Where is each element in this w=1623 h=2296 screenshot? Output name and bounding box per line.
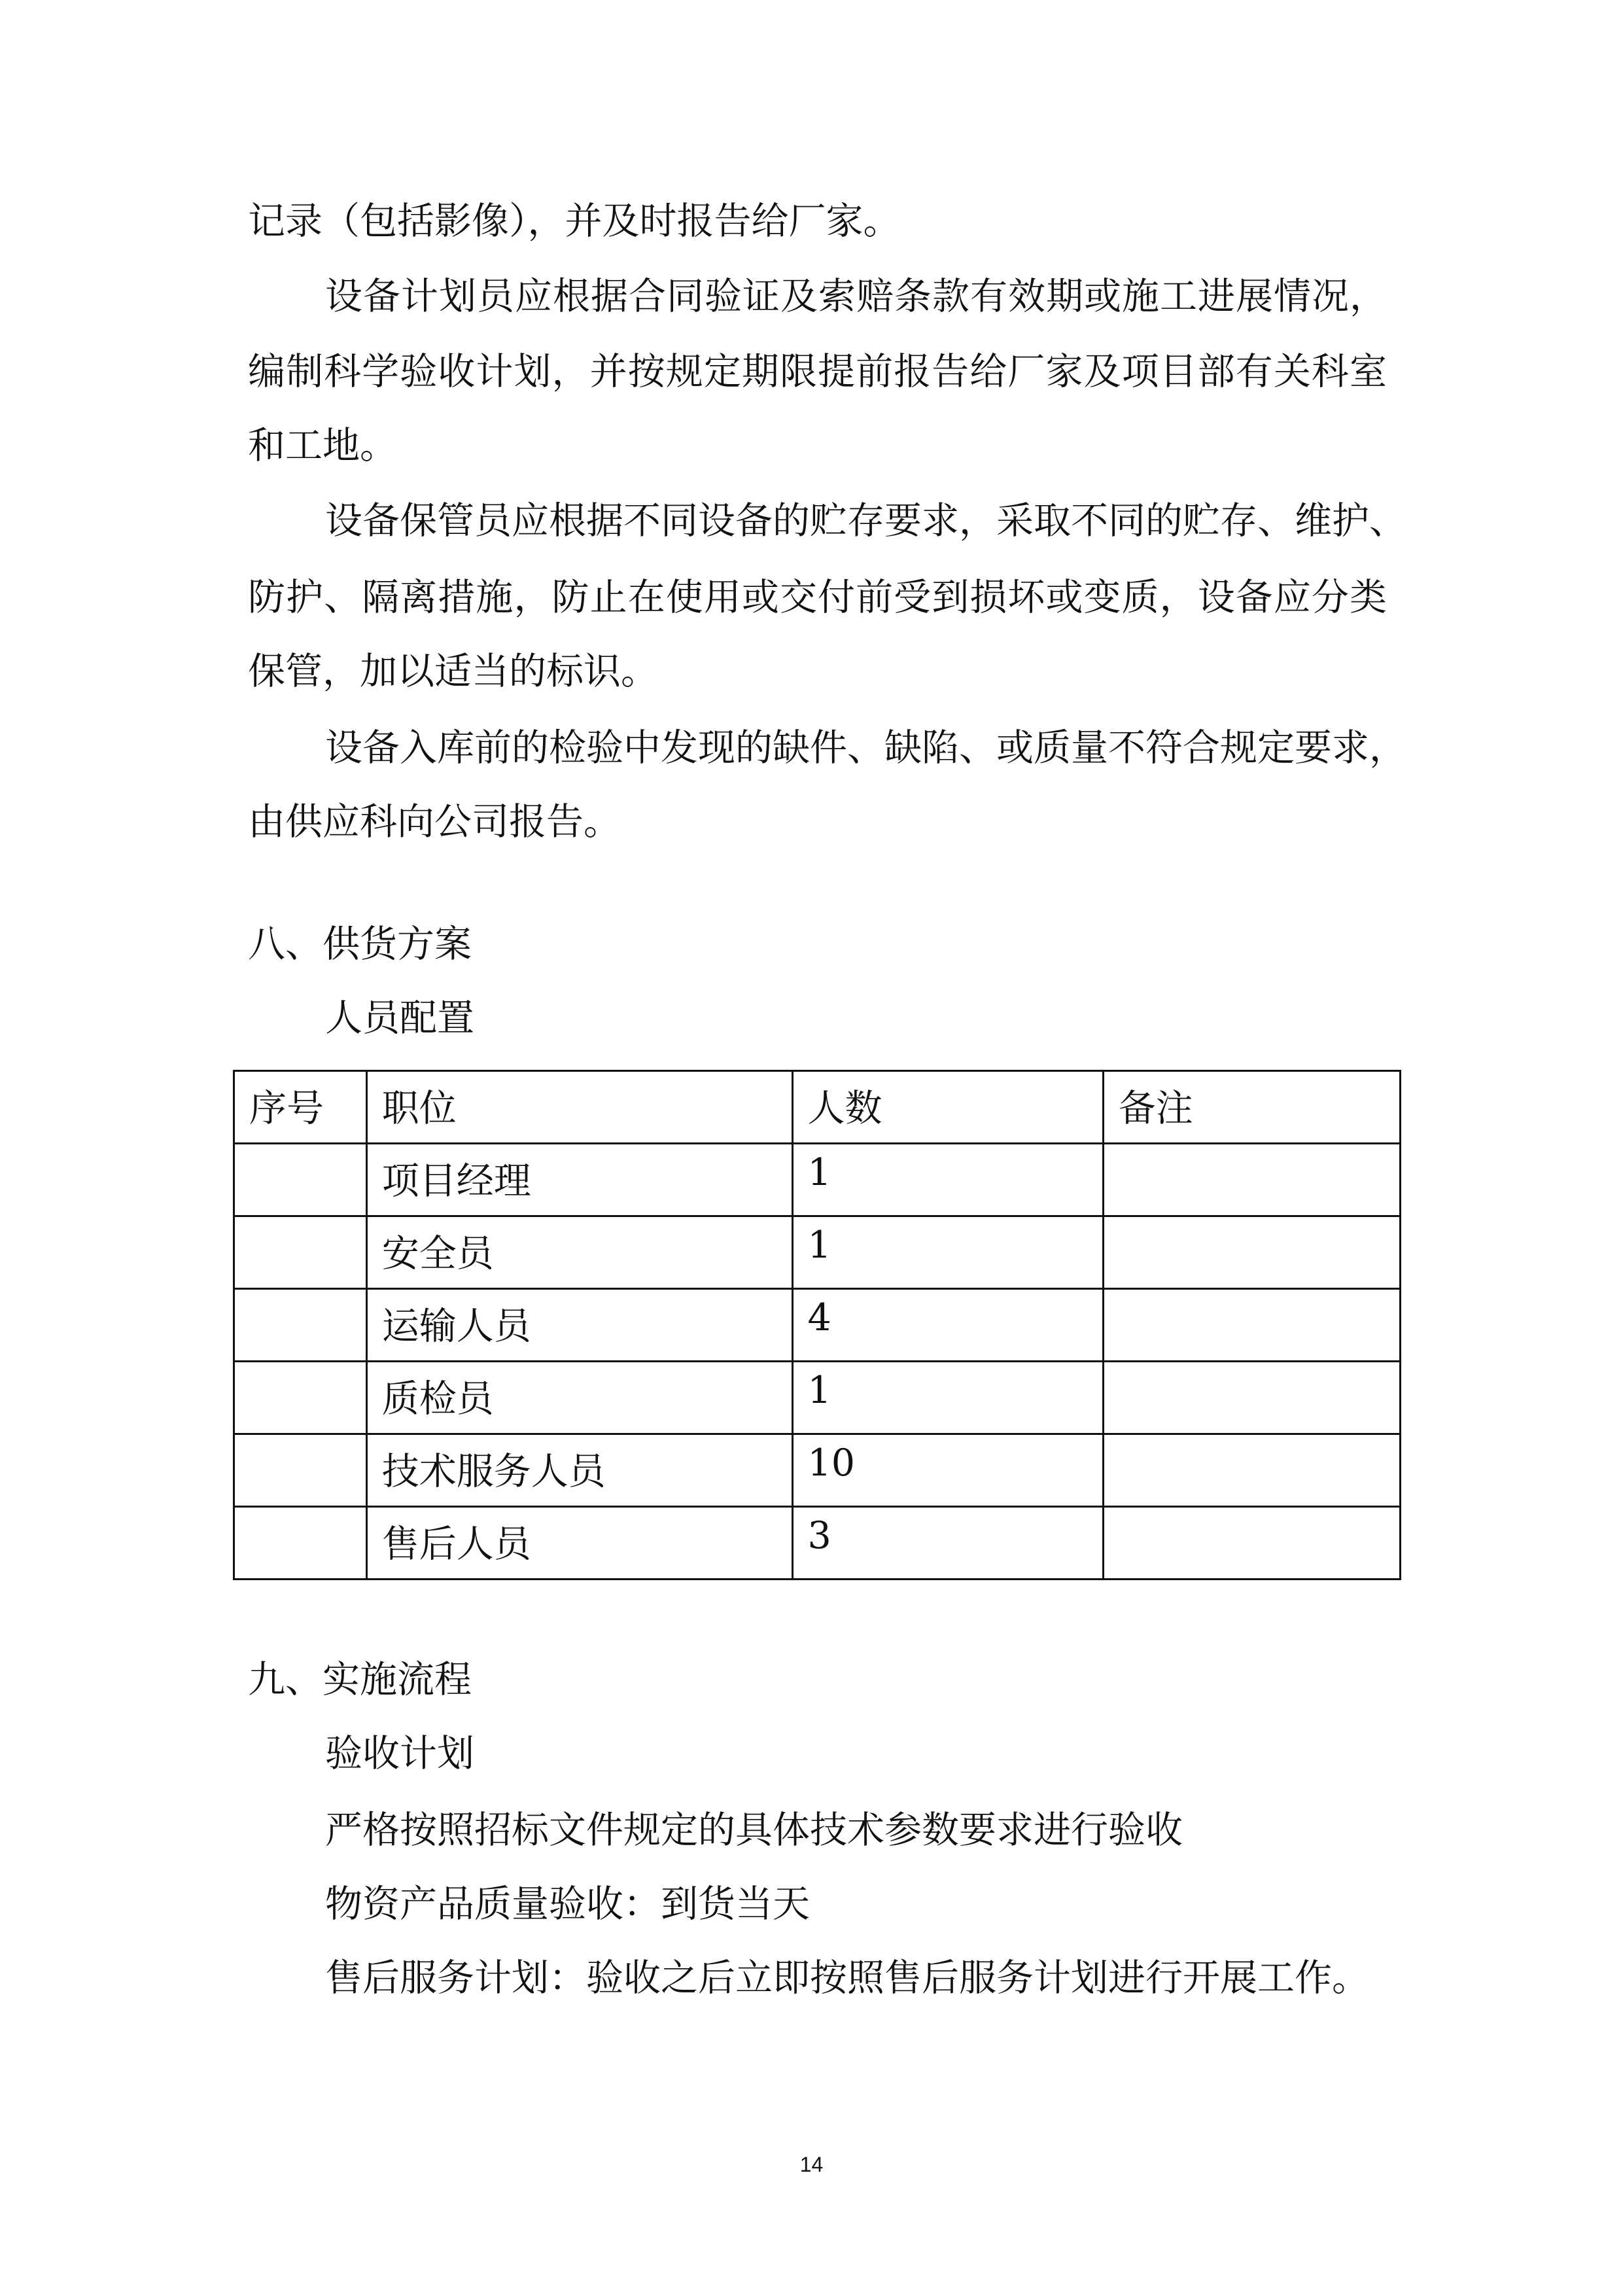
header-cell: 序号: [234, 1071, 367, 1144]
paragraph-line: 设备计划员应根据合同验证及索赔条款有效期或施工进展情况，: [325, 275, 1387, 318]
cell: 质检员: [366, 1362, 792, 1434]
paragraph-line: 物资产品质量验收：到货当天: [325, 1882, 810, 1926]
cell: [234, 1144, 367, 1216]
paragraph-line: 验收计划: [325, 1732, 474, 1775]
table-row: [234, 1362, 1401, 1434]
paragraph-line: 严格按照招标文件规定的具体技术参数要求进行验收: [325, 1809, 1183, 1852]
cell: [1103, 1362, 1400, 1434]
table-row: [234, 1289, 1401, 1362]
table-row: [234, 1507, 1401, 1580]
header-cell: 职位: [366, 1071, 792, 1144]
cell: [234, 1289, 367, 1362]
table-row: [234, 1216, 1401, 1289]
cell: 10: [792, 1434, 1103, 1507]
table-row: [234, 1434, 1401, 1507]
cell: 1: [792, 1144, 1103, 1216]
cell: [1103, 1289, 1400, 1362]
paragraph-line: 防护、隔离措施，防止在使用或交付前受到损坏或变质，设备应分类: [248, 576, 1387, 619]
cell: 1: [792, 1362, 1103, 1434]
cell: 4: [792, 1289, 1103, 1362]
cell: [234, 1216, 367, 1289]
cell: [234, 1362, 367, 1434]
cell: 1: [792, 1216, 1103, 1289]
subheading: 人员配置: [325, 997, 474, 1040]
paragraph-line: 保管，加以适当的标识。: [248, 650, 658, 693]
section-heading: 八、供货方案: [248, 923, 472, 966]
cell: 运输人员: [366, 1289, 792, 1362]
header-cell: 人数: [792, 1071, 1103, 1144]
paragraph-line: 设备保管员应根据不同设备的贮存要求，采取不同的贮存、维护、: [325, 499, 1406, 542]
paragraph-line: 和工地。: [248, 424, 397, 467]
paragraph-line: 设备入库前的检验中发现的缺件、缺陷、或质量不符合规定要求，: [325, 726, 1406, 769]
cell: [1103, 1507, 1400, 1580]
cell: 安全员: [366, 1216, 792, 1289]
page-number: 14: [799, 2153, 824, 2176]
cell: 售后人员: [366, 1507, 792, 1580]
table-header-row: [234, 1071, 1401, 1144]
cell: 技术服务人员: [366, 1434, 792, 1507]
paragraph-line: 由供应科向公司报告。: [248, 800, 621, 843]
cell: [234, 1507, 367, 1580]
paragraph-line: 记录（包括影像），并及时报告给厂家。: [248, 200, 901, 243]
paragraph-line: 售后服务计划：验收之后立即按照售后服务计划进行开展工作。: [325, 1956, 1369, 2000]
cell: [234, 1434, 367, 1507]
header-cell: 备注: [1103, 1071, 1400, 1144]
staffing-table: [233, 1070, 1401, 1580]
section-heading: 九、实施流程: [248, 1658, 472, 1701]
cell: 3: [792, 1507, 1103, 1580]
table-row: [234, 1144, 1401, 1216]
cell: [1103, 1216, 1400, 1289]
cell: [1103, 1434, 1400, 1507]
cell: 项目经理: [366, 1144, 792, 1216]
paragraph-line: 编制科学验收计划，并按规定期限提前报告给厂家及项目部有关科室: [248, 350, 1387, 393]
cell: [1103, 1144, 1400, 1216]
